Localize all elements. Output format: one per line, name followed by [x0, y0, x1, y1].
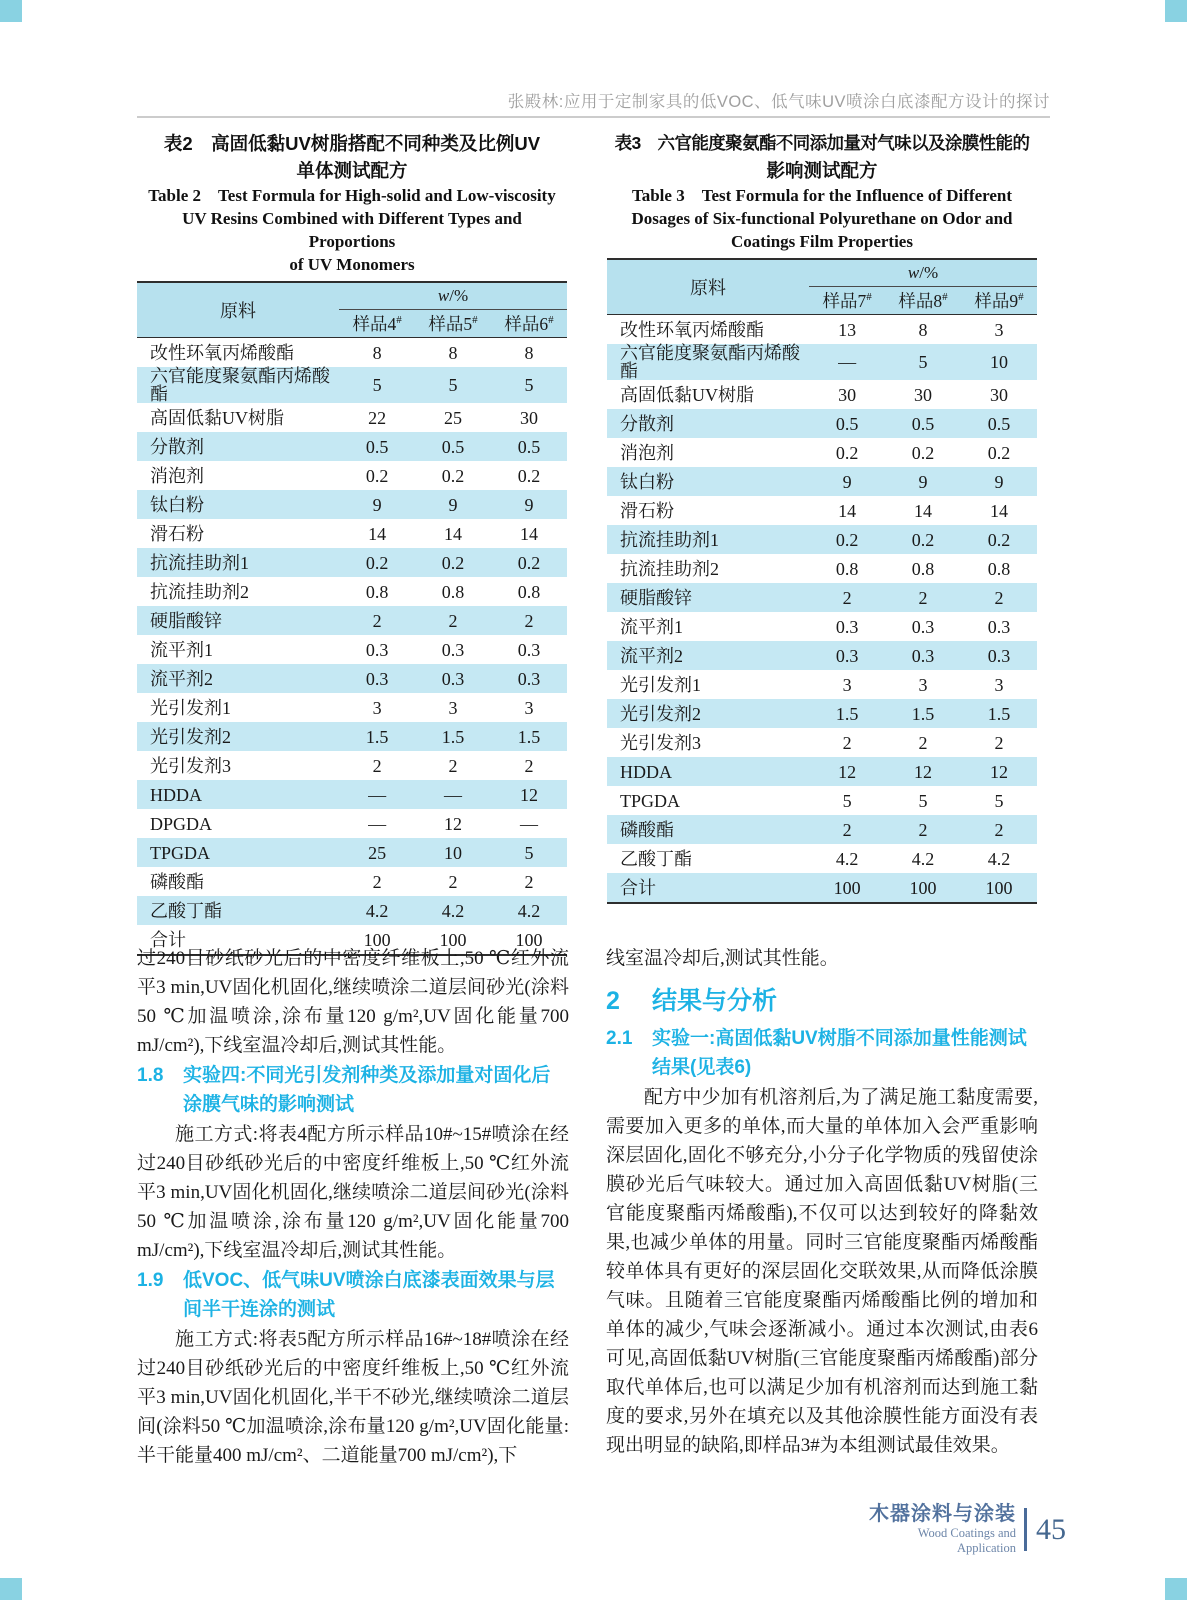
- value-cell: 9: [918, 471, 928, 492]
- sample-header-cell: 样品5#: [415, 310, 491, 338]
- table-row: [607, 815, 1037, 844]
- value-cell: —: [368, 813, 387, 834]
- table-row: [607, 641, 1037, 670]
- value-cell: 0.2: [911, 442, 935, 463]
- value-cell: 2: [372, 610, 382, 631]
- value-cell: 2: [448, 755, 458, 776]
- value-cell: 8: [448, 342, 458, 363]
- material-cell: TPGDA: [620, 790, 681, 811]
- table-row: [137, 722, 567, 751]
- value-cell: 13: [838, 319, 857, 340]
- material-cell: 合计: [620, 877, 656, 898]
- material-cell: 高固低黏UV树脂: [150, 407, 284, 428]
- material-cell: 分散剂: [620, 413, 674, 434]
- corner-mark-bottom-left: [0, 1578, 22, 1600]
- value-cell: 3: [918, 674, 928, 695]
- value-cell: 14: [914, 500, 933, 521]
- sample-header-cell: 样品8#: [885, 287, 961, 315]
- material-cell: 流平剂2: [620, 645, 683, 666]
- value-cell: 4.2: [517, 900, 541, 921]
- value-cell: 0.3: [911, 645, 935, 666]
- value-cell: 3: [448, 697, 458, 718]
- section-heading-2: [606, 986, 1038, 1017]
- value-cell: 0.8: [911, 558, 935, 579]
- table2-caption-en-line1: Table 2 Test Formula for High-solid and Low-viscosity: [148, 186, 556, 205]
- value-cell: 9: [448, 494, 458, 515]
- value-cell: 0.5: [365, 436, 389, 457]
- value-cell: 2: [524, 610, 534, 631]
- value-cell: 2: [372, 755, 382, 776]
- paragraph: 配方中少加有机溶剂后,为了满足施工黏度需要,需要加入更多的单体,而大量的单体加入会严重影响深层固化,固化不够充分,小分子化学物质的残留使涂膜砂光后气味较大。通过加入高固低黏UV树脂(三官能度聚酯丙烯酸酯),不仅可以达到较好的降黏效果,也减少单体的用量。同时三官能度聚酯丙烯酸酯较单体具有更好的深层固化交联效果,从而降低涂膜气味。且随着三官能度聚酯丙烯酸酯比例的增加和单体的减少,气味会逐渐减小。通过本次测试,由表6可见,高固低黏UV树脂(三官能度聚酯丙烯酸酯)部分取代单体后,也可以满足少加有机溶剂而达到施工黏度的要求,另外在填充以及其他涂膜性能方面没有表现出明显的缺陷,即样品3#为本组测试最佳效果。: [606, 1087, 1038, 1456]
- value-cell: —: [520, 813, 539, 834]
- value-cell: 2: [448, 871, 458, 892]
- value-cell: 5: [524, 375, 534, 395]
- running-title: 张殿林:应用于定制家具的低VOC、低气味UV喷涂白底漆配方设计的探讨: [507, 93, 1050, 111]
- value-cell: 9: [994, 471, 1004, 492]
- value-cell: 5: [448, 375, 458, 395]
- material-cell: 消泡剂: [150, 465, 204, 486]
- material-cell: 乙酸丁酯: [620, 848, 692, 869]
- table-row: [137, 338, 567, 368]
- paragraph: 过240目砂纸砂光后的中密度纤维板上,50 ℃红外流平3 min,UV固化机固化,继续喷涂二道层间砂光(涂料50 ℃加温喷涂,涂布量120 g/m²,UV固化能量700 mJ/cm²),下线室温冷却后,测试其性能。: [137, 948, 569, 1056]
- formulation-table-2: [137, 281, 567, 956]
- table3-block: [607, 130, 1037, 904]
- paragraph: 施工方式:将表4配方所示样品10#~15#喷涂在经过240目砂纸砂光后的中密度纤维板上,50 ℃红外流平3 min,UV固化机固化,继续喷涂二道层间砂光(涂料50 ℃加温喷涂,涂布量120 g/m²,UV固化能量700 mJ/cm²),下线室温冷却后,测试其性能。: [137, 1124, 569, 1261]
- value-cell: 0.2: [441, 465, 465, 486]
- value-cell: 100: [439, 929, 467, 950]
- value-cell: 12: [444, 813, 463, 834]
- value-cell: 0.3: [517, 668, 541, 689]
- table2-caption-en-line2: UV Resins Combined with Different Types and Proportions: [182, 209, 522, 251]
- value-cell: 2: [524, 755, 534, 776]
- material-header-cell: 原料: [607, 259, 809, 315]
- table-row: [137, 867, 567, 896]
- corner-mark-top-left: [0, 0, 22, 22]
- value-cell: 0.2: [835, 529, 859, 550]
- section-heading-1-9: [137, 1266, 569, 1324]
- material-cell: 光引发剂3: [150, 755, 231, 776]
- value-cell: 0.3: [365, 668, 389, 689]
- value-cell: 8: [918, 319, 928, 340]
- table2-caption-cn-line1: 表2 高固低黏UV树脂搭配不同种类及比例UV: [163, 133, 541, 154]
- value-cell: 5: [994, 790, 1004, 811]
- value-cell: 3: [372, 697, 382, 718]
- value-cell: 2: [918, 819, 928, 840]
- value-cell: 0.2: [365, 552, 389, 573]
- value-cell: 9: [524, 494, 534, 515]
- footer-divider: [1024, 1508, 1027, 1551]
- value-cell: 2: [524, 871, 534, 892]
- table3-caption-en-line2: Dosages of Six-functional Polyurethane on Odor and: [631, 209, 1013, 228]
- table-row: [607, 438, 1037, 467]
- unit-header-cell: w/%: [339, 282, 567, 310]
- value-cell: 9: [372, 494, 382, 515]
- value-cell: 0.8: [987, 558, 1011, 579]
- table-row: [137, 432, 567, 461]
- value-cell: 0.3: [987, 645, 1011, 666]
- value-cell: 2: [448, 610, 458, 631]
- table-row: [137, 519, 567, 548]
- table2-caption-en: [137, 184, 567, 276]
- value-cell: 9: [842, 471, 852, 492]
- value-cell: 30: [838, 384, 857, 405]
- value-cell: 1.5: [835, 703, 859, 724]
- header-rule: [137, 116, 1050, 118]
- value-cell: 8: [524, 342, 534, 363]
- material-cell: 消泡剂: [620, 442, 674, 463]
- value-cell: 1.5: [987, 703, 1011, 724]
- material-cell: 光引发剂2: [150, 726, 231, 747]
- formulation-table-3: [607, 258, 1037, 904]
- material-cell: TPGDA: [150, 842, 211, 863]
- material-cell: 光引发剂1: [150, 697, 231, 718]
- table3-caption-cn: [607, 130, 1037, 184]
- table3-caption-cn-line2: 影响测试配方: [766, 160, 878, 181]
- sample-header-cell: 样品6#: [491, 310, 567, 338]
- value-cell: 0.2: [517, 465, 541, 486]
- value-cell: 0.5: [517, 436, 541, 457]
- material-cell: 抗流挂助剂1: [620, 529, 719, 550]
- table-row: [137, 461, 567, 490]
- material-cell: 钛白粉: [620, 471, 674, 492]
- value-cell: 0.2: [517, 552, 541, 573]
- material-cell: 流平剂1: [620, 616, 683, 637]
- value-cell: 12: [914, 761, 933, 782]
- material-cell: 合计: [150, 929, 186, 950]
- material-cell: HDDA: [620, 761, 672, 782]
- material-cell: DPGDA: [150, 813, 213, 834]
- material-cell: 六官能度聚氨酯丙烯酸酯: [150, 366, 330, 404]
- value-cell: 0.2: [365, 465, 389, 486]
- material-cell: 流平剂2: [150, 668, 213, 689]
- table-row: [607, 757, 1037, 786]
- value-cell: 10: [444, 842, 463, 863]
- table-row: [607, 554, 1037, 583]
- table-row: [607, 380, 1037, 409]
- value-cell: 0.3: [365, 639, 389, 660]
- table3-caption-en-line3: Coatings Film Properties: [731, 232, 913, 251]
- value-cell: 25: [444, 407, 463, 428]
- value-cell: 1.5: [365, 726, 389, 747]
- value-cell: 22: [368, 407, 387, 428]
- material-cell: 光引发剂1: [620, 674, 701, 695]
- value-cell: 2: [994, 587, 1004, 608]
- paragraph: 施工方式:将表5配方所示样品16#~18#喷涂在经过240目砂纸砂光后的中密度纤维板上,50 ℃红外流平3 min,UV固化机固化,半干不砂光,继续喷涂二道层间(涂料50 ℃加温喷涂,涂布量120 g/m²,UV固化能量:半干能量400 mJ/cm²、二道能量700 mJ/cm²),下: [137, 1329, 569, 1466]
- value-cell: 0.8: [365, 581, 389, 602]
- value-cell: 14: [368, 523, 387, 544]
- material-cell: 硬脂酸锌: [620, 587, 692, 608]
- section-heading-2-1: [606, 1024, 1038, 1082]
- value-cell: 10: [990, 352, 1009, 372]
- value-cell: 3: [994, 319, 1004, 340]
- material-cell: 乙酸丁酯: [150, 900, 222, 921]
- value-cell: 14: [838, 500, 857, 521]
- material-cell: 光引发剂2: [620, 703, 701, 724]
- value-cell: 0.2: [987, 529, 1011, 550]
- table-row: [607, 728, 1037, 757]
- value-cell: 30: [520, 407, 539, 428]
- value-cell: 0.8: [517, 581, 541, 602]
- value-cell: 3: [994, 674, 1004, 695]
- journal-name-cn: 木器涂料与涂装: [869, 1503, 1016, 1525]
- value-cell: 30: [914, 384, 933, 405]
- table3-caption-cn-line1: 表3 六官能度聚氨酯不同添加量对气味以及涂膜性能的: [614, 133, 1030, 153]
- value-cell: 1.5: [911, 703, 935, 724]
- table-row: [137, 606, 567, 635]
- material-cell: 光引发剂3: [620, 732, 701, 753]
- value-cell: 2: [994, 819, 1004, 840]
- table-row: [137, 367, 567, 403]
- value-cell: 4.2: [441, 900, 465, 921]
- value-cell: 0.5: [441, 436, 465, 457]
- table-row: [137, 403, 567, 432]
- value-cell: 5: [842, 790, 852, 811]
- table-row: [607, 467, 1037, 496]
- table-row: [607, 786, 1037, 815]
- table-row: [607, 612, 1037, 641]
- value-cell: 0.3: [911, 616, 935, 637]
- section-heading-1-8: [137, 1061, 569, 1119]
- value-cell: 100: [909, 877, 937, 898]
- table2-caption-cn: [137, 130, 567, 184]
- table-row: [607, 670, 1037, 699]
- value-cell: 0.2: [911, 529, 935, 550]
- material-cell: 抗流挂助剂2: [150, 581, 249, 602]
- value-cell: 2: [842, 819, 852, 840]
- value-cell: 0.3: [441, 668, 465, 689]
- material-cell: 流平剂1: [150, 639, 213, 660]
- value-cell: 0.5: [987, 413, 1011, 434]
- section-number: 1.8: [137, 1065, 164, 1086]
- value-cell: 0.3: [441, 639, 465, 660]
- value-cell: 12: [990, 761, 1009, 782]
- value-cell: 25: [368, 842, 387, 863]
- value-cell: 0.3: [835, 616, 859, 637]
- table-row: [137, 490, 567, 519]
- table2-block: [137, 130, 567, 956]
- material-cell: 磷酸酯: [620, 819, 674, 840]
- value-cell: 12: [520, 784, 539, 805]
- value-cell: 0.3: [987, 616, 1011, 637]
- section-title: 实验四:不同光引发剂种类及添加量对固化后涂膜气味的影响测试: [183, 1065, 551, 1115]
- value-cell: 2: [918, 732, 928, 753]
- table-row: [137, 664, 567, 693]
- table-row: [137, 548, 567, 577]
- value-cell: 3: [842, 674, 852, 695]
- value-cell: 0.2: [441, 552, 465, 573]
- value-cell: 4.2: [987, 848, 1011, 869]
- table-row: [137, 577, 567, 606]
- value-cell: 12: [838, 761, 857, 782]
- table-row: [607, 583, 1037, 612]
- value-cell: 14: [444, 523, 463, 544]
- table-row: [607, 344, 1037, 380]
- material-cell: 抗流挂助剂2: [620, 558, 719, 579]
- value-cell: —: [368, 784, 387, 805]
- value-cell: 4.2: [835, 848, 859, 869]
- table-row: [137, 809, 567, 838]
- value-cell: 0.2: [835, 442, 859, 463]
- material-cell: 六官能度聚氨酯丙烯酸酯: [620, 343, 800, 381]
- value-cell: —: [838, 352, 857, 372]
- table-row: [137, 635, 567, 664]
- value-cell: 14: [520, 523, 539, 544]
- value-cell: 0.3: [517, 639, 541, 660]
- sample-header-cell: 样品9#: [961, 287, 1037, 315]
- table-row: [607, 844, 1037, 873]
- footer: [858, 1503, 1066, 1556]
- value-cell: 5: [524, 842, 534, 863]
- table2-caption-en-line3: of UV Monomers: [289, 255, 415, 274]
- value-cell: 100: [515, 929, 543, 950]
- table-row: [137, 693, 567, 722]
- value-cell: 8: [372, 342, 382, 363]
- material-cell: 分散剂: [150, 436, 204, 457]
- material-cell: 滑石粉: [620, 500, 674, 521]
- section-title: 低VOC、低气味UV喷涂白底漆表面效果与层间半干连涂的测试: [183, 1270, 555, 1320]
- material-cell: 钛白粉: [150, 494, 204, 515]
- value-cell: —: [444, 784, 463, 805]
- material-cell: 抗流挂助剂1: [150, 552, 249, 573]
- value-cell: 0.5: [911, 413, 935, 434]
- material-cell: 高固低黏UV树脂: [620, 384, 754, 405]
- value-cell: 0.8: [441, 581, 465, 602]
- left-text-column: [137, 944, 569, 1470]
- table-row: [137, 838, 567, 867]
- value-cell: 5: [918, 790, 928, 811]
- right-text-column: [606, 944, 1038, 1460]
- value-cell: 2: [994, 732, 1004, 753]
- value-cell: 4.2: [911, 848, 935, 869]
- value-cell: 0.3: [835, 645, 859, 666]
- unit-header-cell: w/%: [809, 259, 1037, 287]
- value-cell: 1.5: [517, 726, 541, 747]
- corner-mark-top-right: [1165, 0, 1187, 22]
- material-cell: 磷酸酯: [150, 871, 204, 892]
- value-cell: 0.2: [987, 442, 1011, 463]
- material-cell: 滑石粉: [150, 523, 204, 544]
- sample-header-cell: 样品4#: [339, 310, 415, 338]
- value-cell: 2: [842, 732, 852, 753]
- section-title: 结果与分析: [652, 987, 778, 1015]
- table-row: [607, 496, 1037, 525]
- journal-name-en: Wood Coatings and Application: [917, 1526, 1016, 1555]
- value-cell: 4.2: [365, 900, 389, 921]
- value-cell: 0.5: [835, 413, 859, 434]
- value-cell: 2: [918, 587, 928, 608]
- table-row: [607, 699, 1037, 728]
- value-cell: 100: [833, 877, 861, 898]
- journal-names: [858, 1503, 1016, 1556]
- section-number: 2: [606, 987, 620, 1015]
- material-cell: 硬脂酸锌: [150, 610, 222, 631]
- table-row: [607, 873, 1037, 903]
- table-row: [137, 751, 567, 780]
- value-cell: 2: [372, 871, 382, 892]
- table3-caption-en-line1: Table 3 Test Formula for the Influence of Different: [631, 186, 1013, 205]
- value-cell: 1.5: [441, 726, 465, 747]
- value-cell: 5: [918, 352, 928, 372]
- table-row: [607, 409, 1037, 438]
- value-cell: 100: [985, 877, 1013, 898]
- table-row: [607, 525, 1037, 554]
- material-cell: HDDA: [150, 784, 202, 805]
- value-cell: 30: [990, 384, 1009, 405]
- material-header-cell: 原料: [137, 282, 339, 338]
- value-cell: 14: [990, 500, 1009, 521]
- sample-header-cell: 样品7#: [809, 287, 885, 315]
- table-row: [137, 896, 567, 925]
- paragraph: 线室温冷却后,测试其性能。: [606, 948, 839, 969]
- value-cell: 0.8: [835, 558, 859, 579]
- material-cell: 改性环氧丙烯酸酯: [150, 342, 294, 363]
- value-cell: 2: [842, 587, 852, 608]
- table-row: [137, 780, 567, 809]
- table2-caption-cn-line2: 单体测试配方: [296, 160, 408, 181]
- page-number: 45: [1036, 1512, 1066, 1546]
- section-title: 实验一:高固低黏UV树脂不同添加量性能测试结果(见表6): [652, 1028, 1027, 1078]
- value-cell: 5: [372, 375, 382, 395]
- section-number: 1.9: [137, 1270, 164, 1291]
- section-number: 2.1: [606, 1028, 633, 1049]
- value-cell: 100: [363, 929, 391, 950]
- table-row: [607, 315, 1037, 345]
- value-cell: 3: [524, 697, 534, 718]
- material-cell: 改性环氧丙烯酸酯: [620, 319, 764, 340]
- table3-caption-en: [607, 184, 1037, 253]
- corner-mark-bottom-right: [1165, 1578, 1187, 1600]
